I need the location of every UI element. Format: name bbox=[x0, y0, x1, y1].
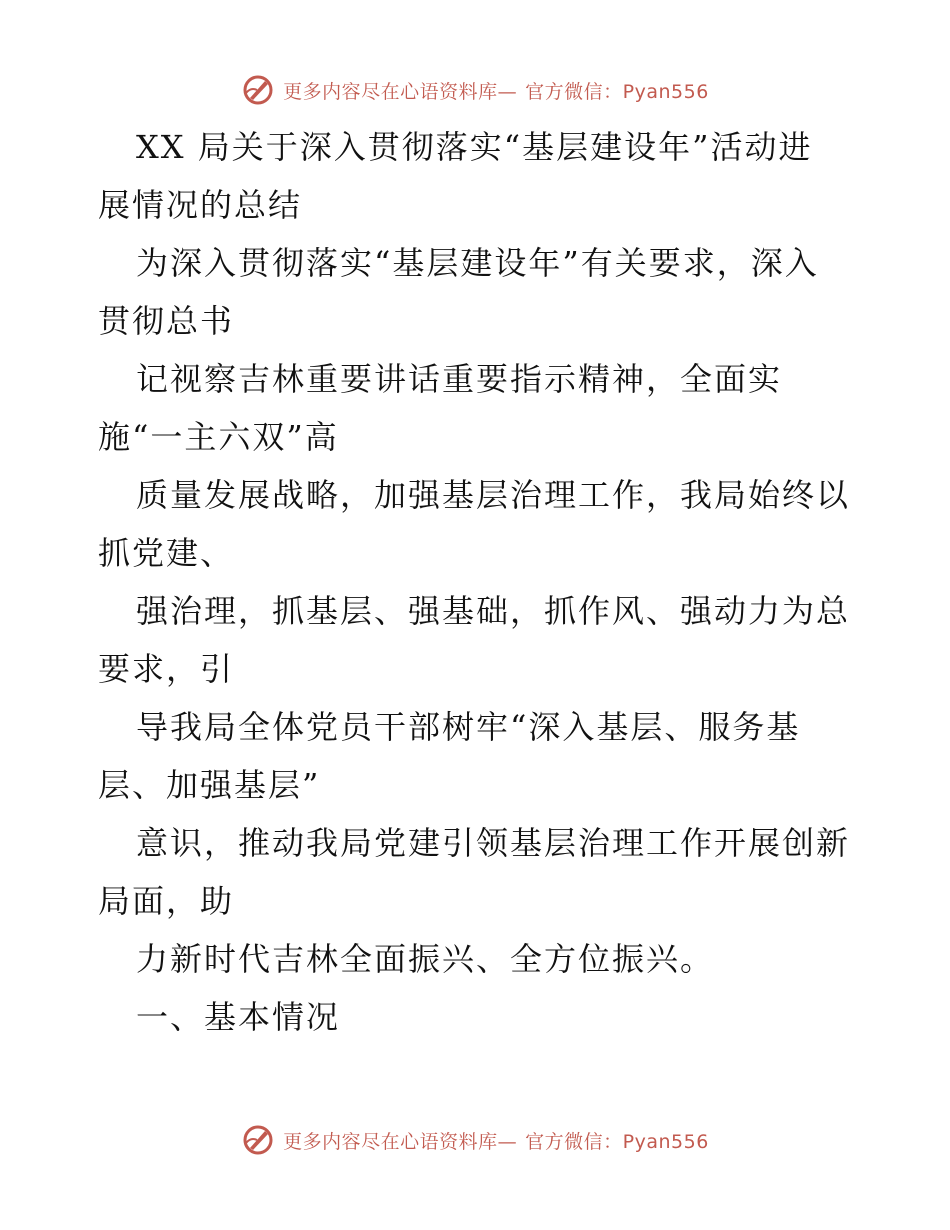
doc-line-8: 抓党建、 bbox=[98, 534, 235, 572]
footer-watermark-banner bbox=[0, 1120, 950, 1160]
doc-line-3: 为深入贯彻落实“基层建设年”有关要求，深入 bbox=[136, 244, 819, 282]
doc-line-5: 记视察吉林重要讲话重要指示精神，全面实 bbox=[136, 360, 783, 398]
footer-wechat-text: 官方微信：Pyan556 bbox=[525, 1130, 709, 1153]
doc-line-1: XX 局关于深入贯彻落实“基层建设年”活动进 bbox=[136, 128, 813, 166]
doc-line-2: 展情况的总结 bbox=[98, 186, 303, 224]
doc-line-15: 力新时代吉林全面振兴、全方位振兴。 bbox=[136, 940, 715, 978]
doc-line-11: 导我局全体党员干部树牢“深入基层、服务基 bbox=[136, 708, 801, 746]
document-body bbox=[98, 118, 858, 1046]
doc-line-12: 层、加强基层” bbox=[98, 766, 321, 804]
doc-line-7: 质量发展战略，加强基层治理工作，我局始终以 bbox=[136, 476, 851, 514]
header-watermark-banner bbox=[0, 70, 950, 110]
doc-line-14: 局面，助 bbox=[98, 882, 235, 920]
doc-line-4: 贯彻总书 bbox=[98, 302, 235, 340]
doc-line-6: 施“一主六双”高 bbox=[98, 418, 339, 456]
header-wechat-text: 官方微信：Pyan556 bbox=[525, 80, 709, 103]
doc-line-10: 要求，引 bbox=[98, 650, 235, 688]
doc-line-13: 意识，推动我局党建引领基层治理工作开展创新 bbox=[136, 824, 851, 862]
quill-pen-logo-icon bbox=[241, 1123, 275, 1157]
doc-line-9: 强治理，抓基层、强基础，抓作风、强动力为总 bbox=[136, 592, 851, 630]
quill-pen-logo-icon bbox=[241, 73, 275, 107]
doc-line-16: 一、基本情况 bbox=[136, 998, 341, 1036]
header-promo-text: 更多内容尽在心语资料库— bbox=[283, 80, 518, 103]
footer-promo-text: 更多内容尽在心语资料库— bbox=[283, 1130, 518, 1153]
